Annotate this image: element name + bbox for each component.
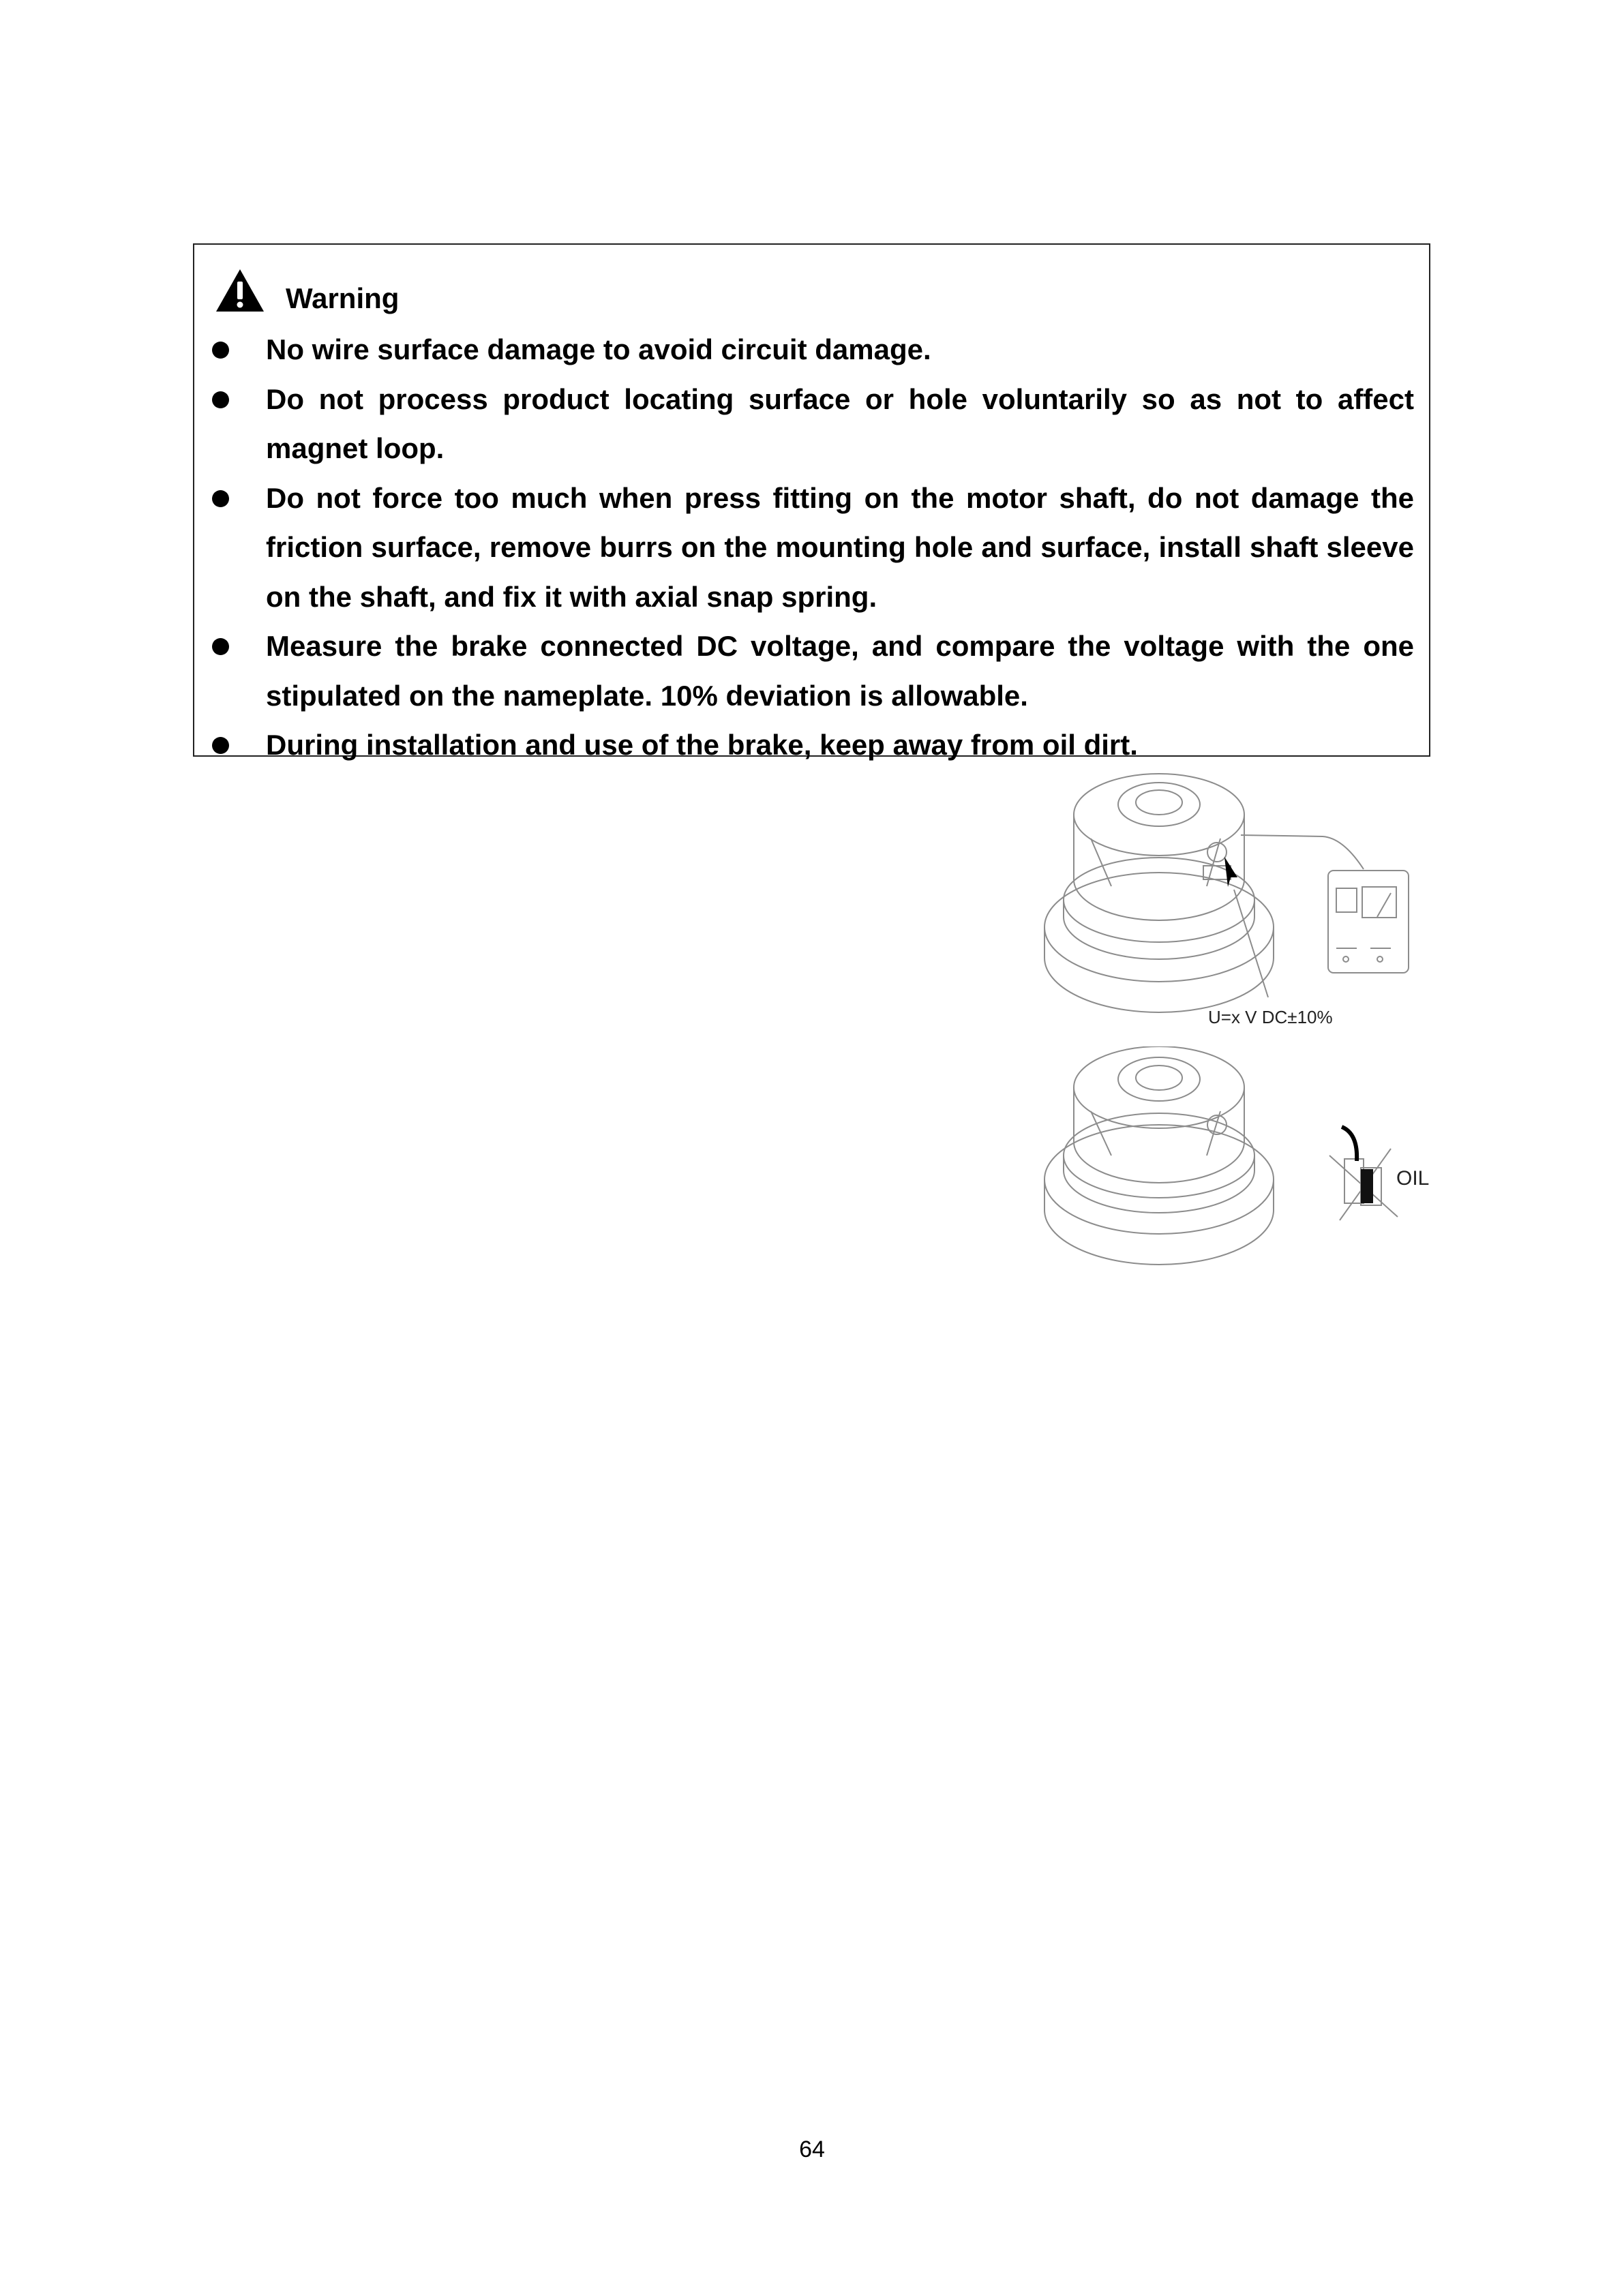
warning-item: No wire surface damage to avoid circuit damage.	[194, 325, 1429, 375]
warning-item: During installation and use of the brake, keep away from oil dirt.	[194, 721, 1429, 770]
voltage-label: U=x V DC±10%	[1208, 1007, 1333, 1027]
warning-list	[194, 325, 1429, 770]
brake-oil-figure	[1036, 1046, 1430, 1285]
bullet-icon	[212, 391, 229, 408]
warning-item: Measure the brake connected DC voltage, and compare the voltage with the one stipulated on the nameplate. 10% deviation is allowable.	[194, 622, 1429, 721]
warning-box	[193, 243, 1430, 761]
warning-item: Do not force too much when press fitting on the motor shaft, do not damage the friction surface, remove burrs on the mounting hole and surface, install shaft sleeve on the shaft, and fix it with axial snap spring.	[194, 474, 1429, 622]
bullet-icon	[212, 638, 229, 655]
bullet-icon	[212, 737, 229, 754]
bullet-icon	[212, 342, 229, 359]
oil-label: OIL	[1396, 1167, 1430, 1190]
warning-header	[215, 265, 399, 313]
bullet-icon	[212, 490, 229, 507]
brake-voltmeter-illustration	[1036, 753, 1425, 1040]
warning-triangle-icon	[215, 268, 265, 313]
brake-oil-illustration	[1036, 1046, 1425, 1285]
warning-title: Warning	[286, 282, 400, 314]
warning-item: Do not process product locating surface or hole voluntarily so as not to affect magnet loop.	[194, 375, 1429, 474]
page-number: 64	[799, 2136, 825, 2162]
brake-voltage-figure	[1036, 753, 1425, 1040]
